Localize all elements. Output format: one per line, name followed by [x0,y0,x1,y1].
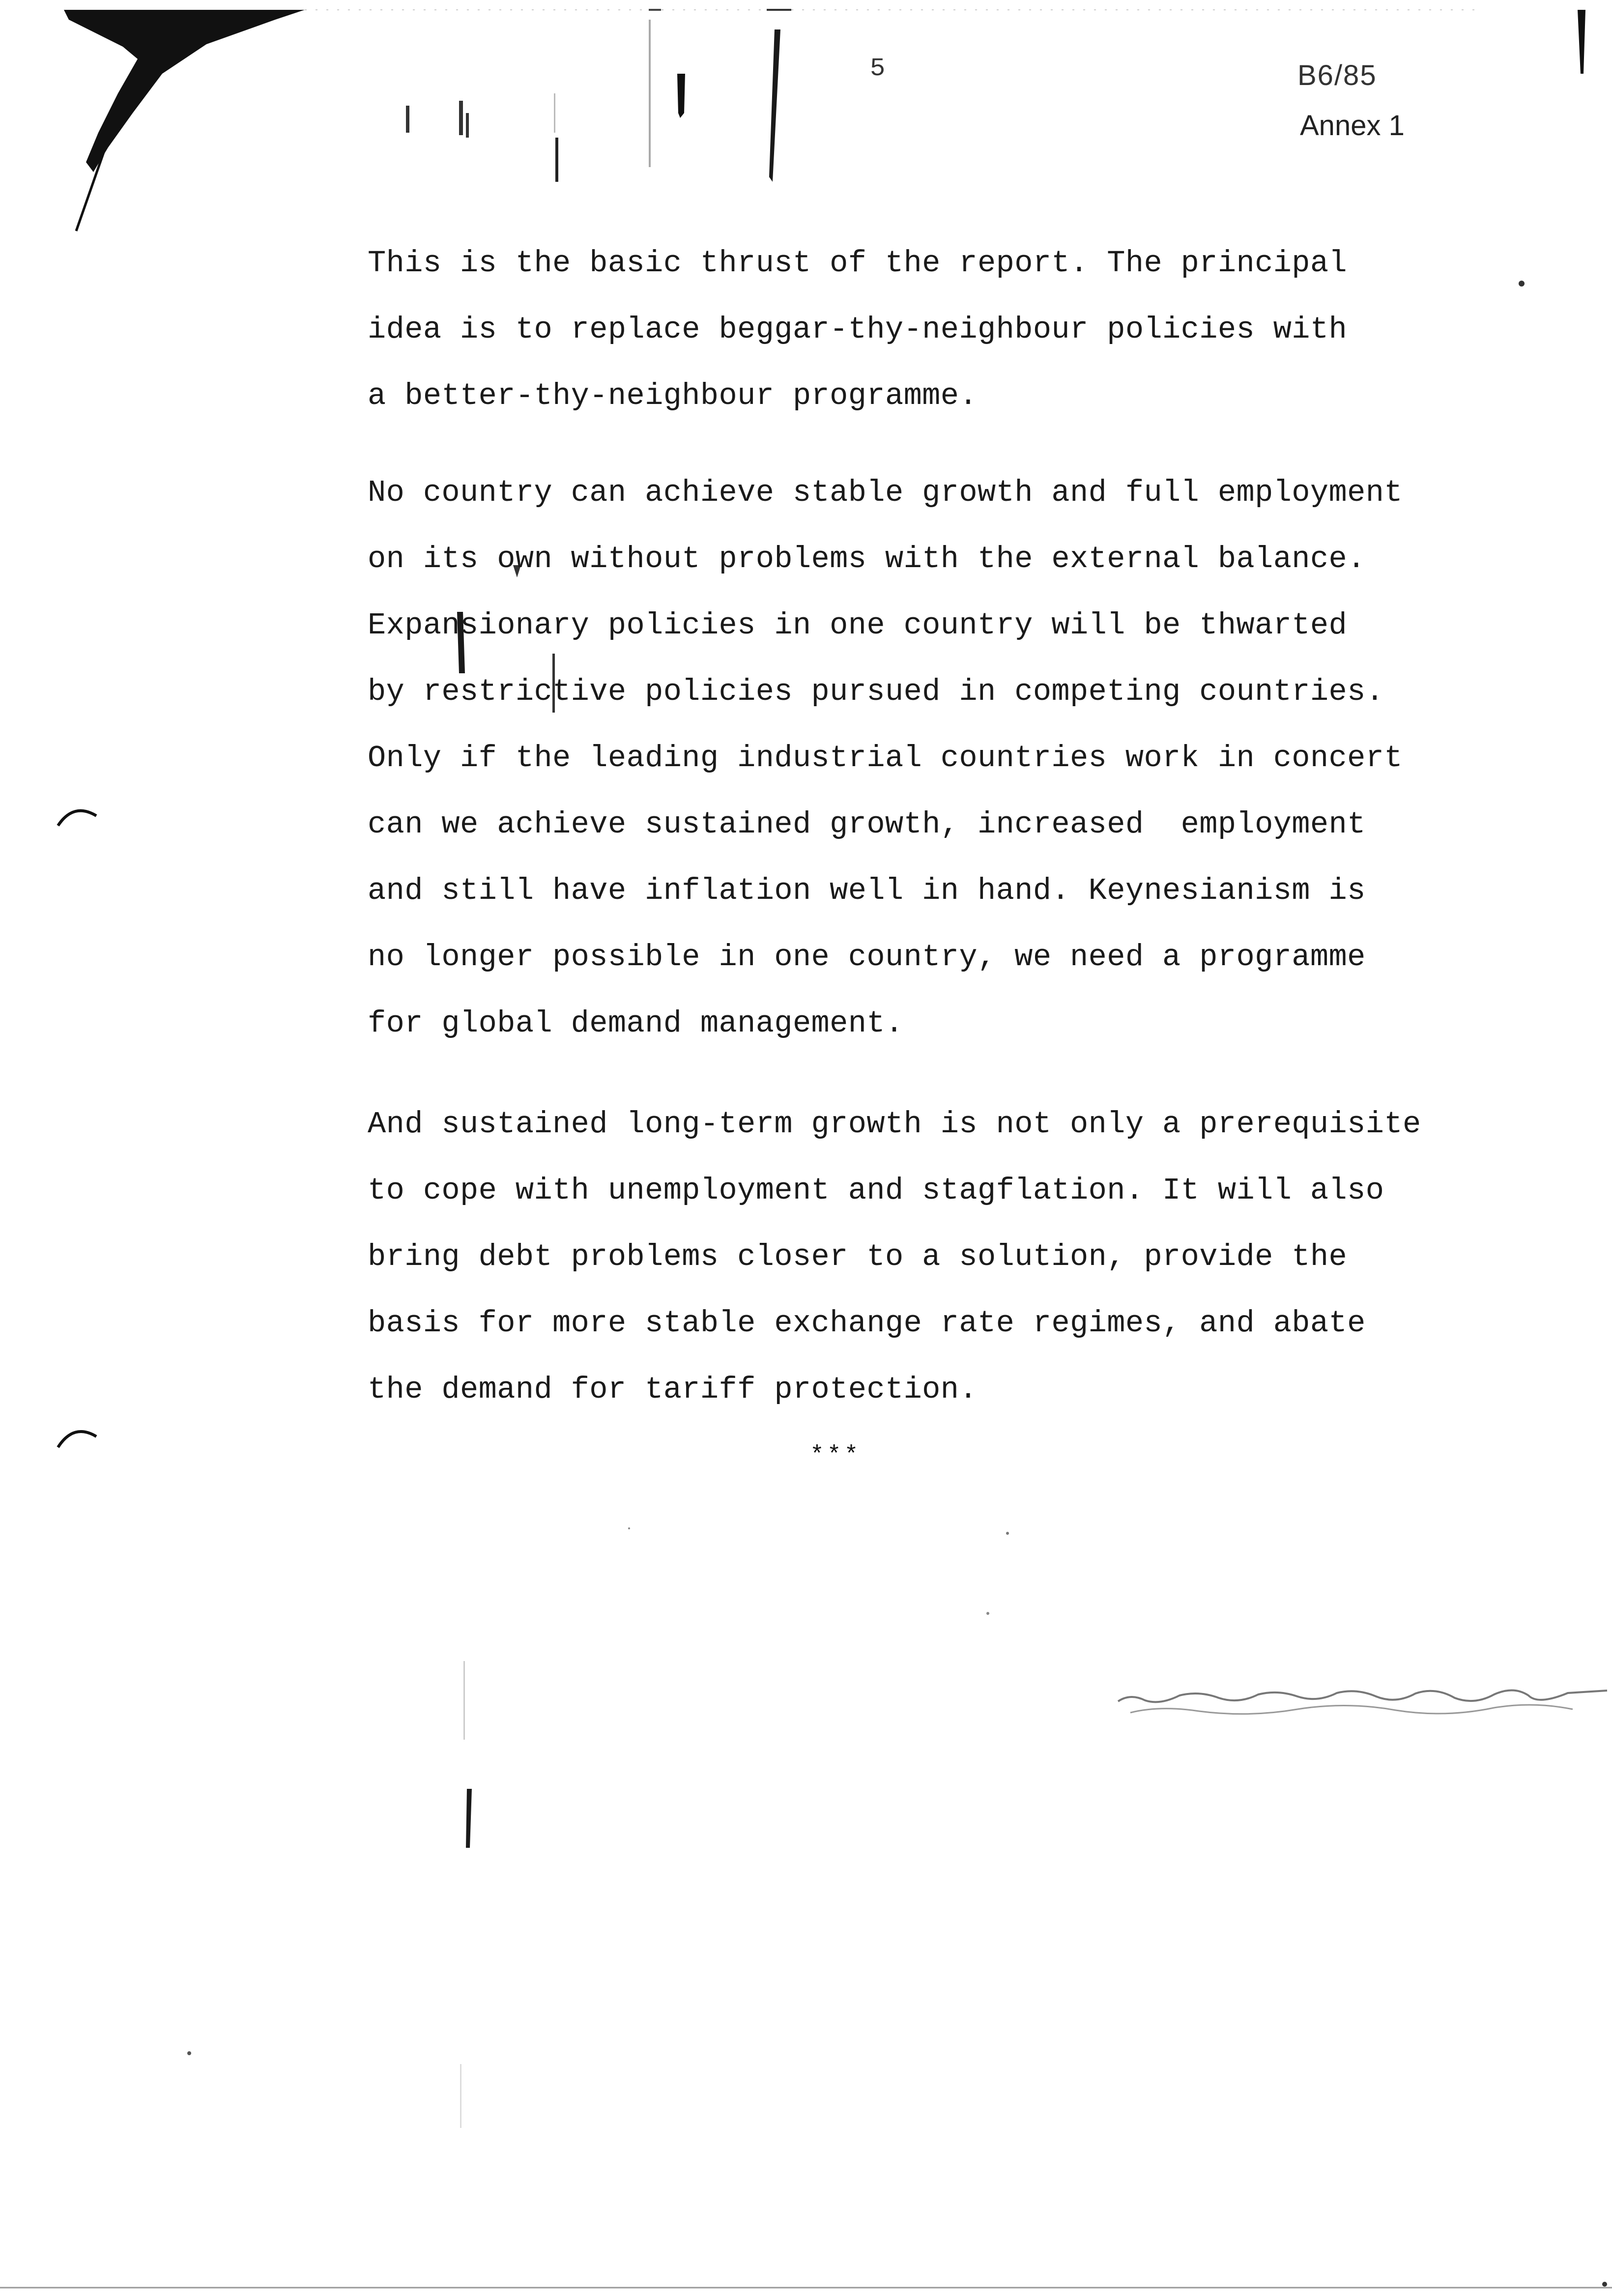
smudge-mark [459,101,463,135]
paragraph-1 [368,230,1498,429]
paragraph-3 [368,1091,1498,1423]
text-line: on its own without problems with the external balance. [368,542,1366,576]
faint-scribble [1130,1705,1573,1714]
smudge-mark [769,29,780,182]
faint-scribble [1118,1690,1607,1702]
speck [1519,281,1525,287]
section-separator: *** [810,1442,862,1469]
text-line: bring debt problems closer to a solution, provide the [368,1239,1348,1274]
text-line: basis for more stable exchange rate regimes, and abate [368,1306,1366,1341]
text-line: for global demand management. [368,1006,904,1041]
punch-hole-arc [58,1432,96,1447]
text-line: can we achieve sustained growth, increased employment [368,807,1366,842]
punch-hole-arc [58,811,96,826]
speck [187,2051,191,2055]
smudge-mark [460,2064,461,2128]
speck [1006,1532,1009,1535]
smudge-mark [463,1661,465,1740]
document-reference: B6/85 [1297,59,1377,91]
text-line: Only if the leading industrial countries work in concert [368,741,1403,775]
text-line: to cope with unemployment and stagflation. It will also [368,1173,1384,1208]
speck [986,1612,989,1615]
text-line: no longer possible in one country, we need a programme [368,940,1366,975]
smudge-mark [554,93,555,133]
edge-mark [1578,10,1585,74]
smudge-mark [649,20,651,167]
smudge-mark [466,1789,472,1848]
speck [1602,2282,1607,2287]
smudge-mark [406,106,409,133]
text-line: Expansionary policies in one country will be thwarted [368,608,1348,643]
text-line: by restrictive policies pursued in competing countries. [368,674,1384,709]
annex-label: Annex 1 [1300,110,1405,142]
text-line: This is the basic thrust of the report. The principal [368,246,1348,281]
text-line: And sustained long-term growth is not only a prerequisite [368,1107,1421,1142]
text-line: No country can achieve stable growth and full employment [368,475,1403,510]
text-line: a better-thy-neighbour programme. [368,378,978,413]
page-number: 5 [870,54,886,83]
corner-fold-shadow [64,10,305,172]
paragraph-2 [368,459,1498,1057]
speck [628,1527,630,1529]
text-line: the demand for tariff protection. [368,1372,978,1407]
smudge-mark [677,74,685,118]
text-line: idea is to replace beggar-thy-neighbour policies with [368,312,1348,347]
text-line: and still have inflation well in hand. Keynesianism is [368,873,1366,908]
smudge-mark [555,138,558,182]
smudge-mark [466,113,469,138]
